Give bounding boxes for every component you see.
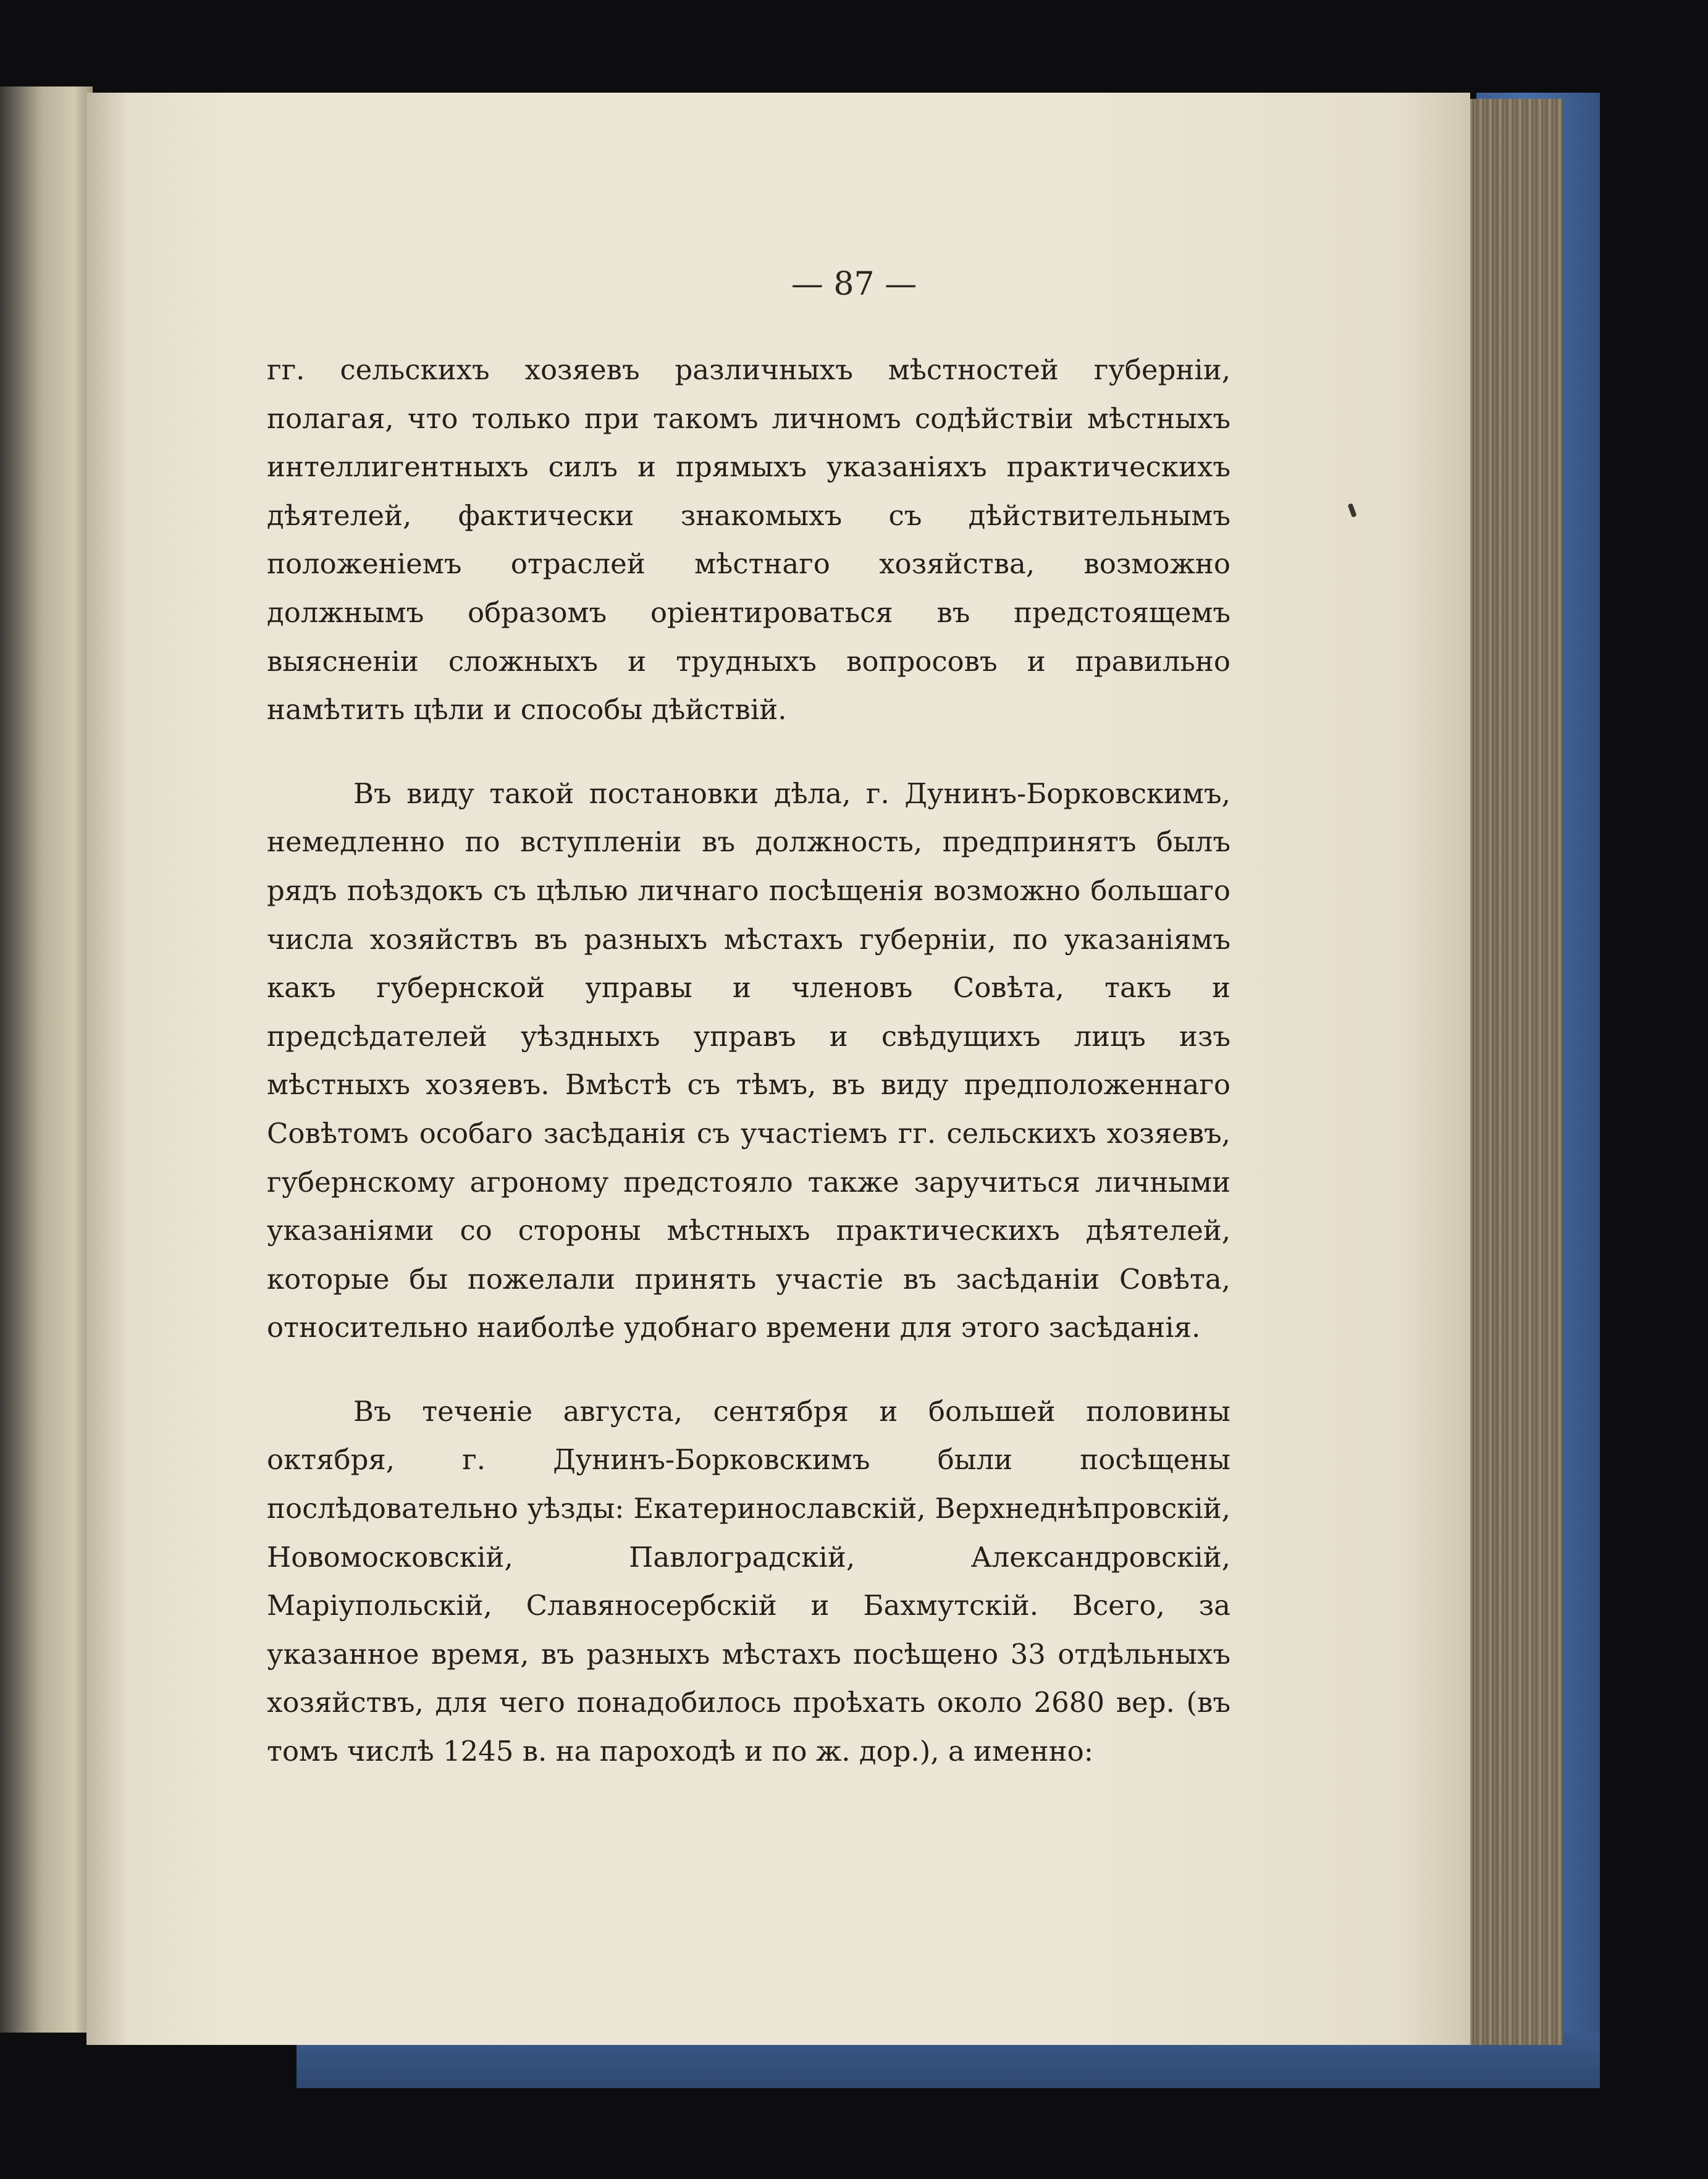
paragraph-1: гг. сельскихъ хозяевъ различныхъ мѣстностей губерніи, полагая, что только при такомъ личномъ содѣйствіи мѣстныхъ интеллигентныхъ силъ и прямыхъ указаніяхъ практическихъ дѣятелей, фактически знакомыхъ съ дѣйствительнымъ положеніемъ отраслей мѣстнаго хозяйства, возможно должнымъ образомъ оріентироваться въ предстоящемъ выясненіи сложныхъ и трудныхъ вопросовъ и правильно намѣтить цѣли и способы дѣйствій.: [267, 353, 1231, 727]
left-page-edge: [0, 86, 93, 2033]
page-text: [267, 346, 1231, 1776]
page-number: — 87 —: [791, 266, 917, 303]
page-edges: [1464, 99, 1563, 2045]
paragraph-3: Въ теченіе августа, сентября и большей половины октября, г. Дунинъ-Борковскимъ были посѣщены послѣдовательно уѣзды: Екатеринославскій, Верхнеднѣпровскій, Новомосковскій, Павлоградскій, Александровскій, Маріупольскій, Славяносербскій и Бахмутскій. Всего, за указанное время, въ разныхъ мѣстахъ посѣщено 33 отдѣльныхъ хозяйствъ, для чего понадобилось проѣхать около 2680 вер. (въ томъ числѣ 1245 в. на пароходѣ и по ж. дор.), а именно:: [267, 1394, 1231, 1768]
paragraph-2: Въ виду такой постановки дѣла, г. Дунинъ-Борковскимъ, немедленно по вступленіи въ должность, предпринятъ былъ рядъ поѣздокъ съ цѣлью личнаго посѣщенія возможно большаго числа хозяйствъ въ разныхъ мѣстахъ губерніи, по указаніямъ какъ губернской управы и членовъ Совѣта, такъ и предсѣдателей уѣздныхъ управъ и свѣдущихъ лицъ изъ мѣстныхъ хозяевъ. Вмѣстѣ съ тѣмъ, въ виду предположеннаго Совѣтомъ особаго засѣданія съ участіемъ гг. сельскихъ хозяевъ, губернскому агроному предстояло также заручиться личными указаніями со стороны мѣстныхъ практическихъ дѣятелей, которые бы пожелали принять участіе въ засѣданіи Совѣта, относительно наиболѣе удобнаго времени для этого засѣданія.: [267, 777, 1231, 1344]
